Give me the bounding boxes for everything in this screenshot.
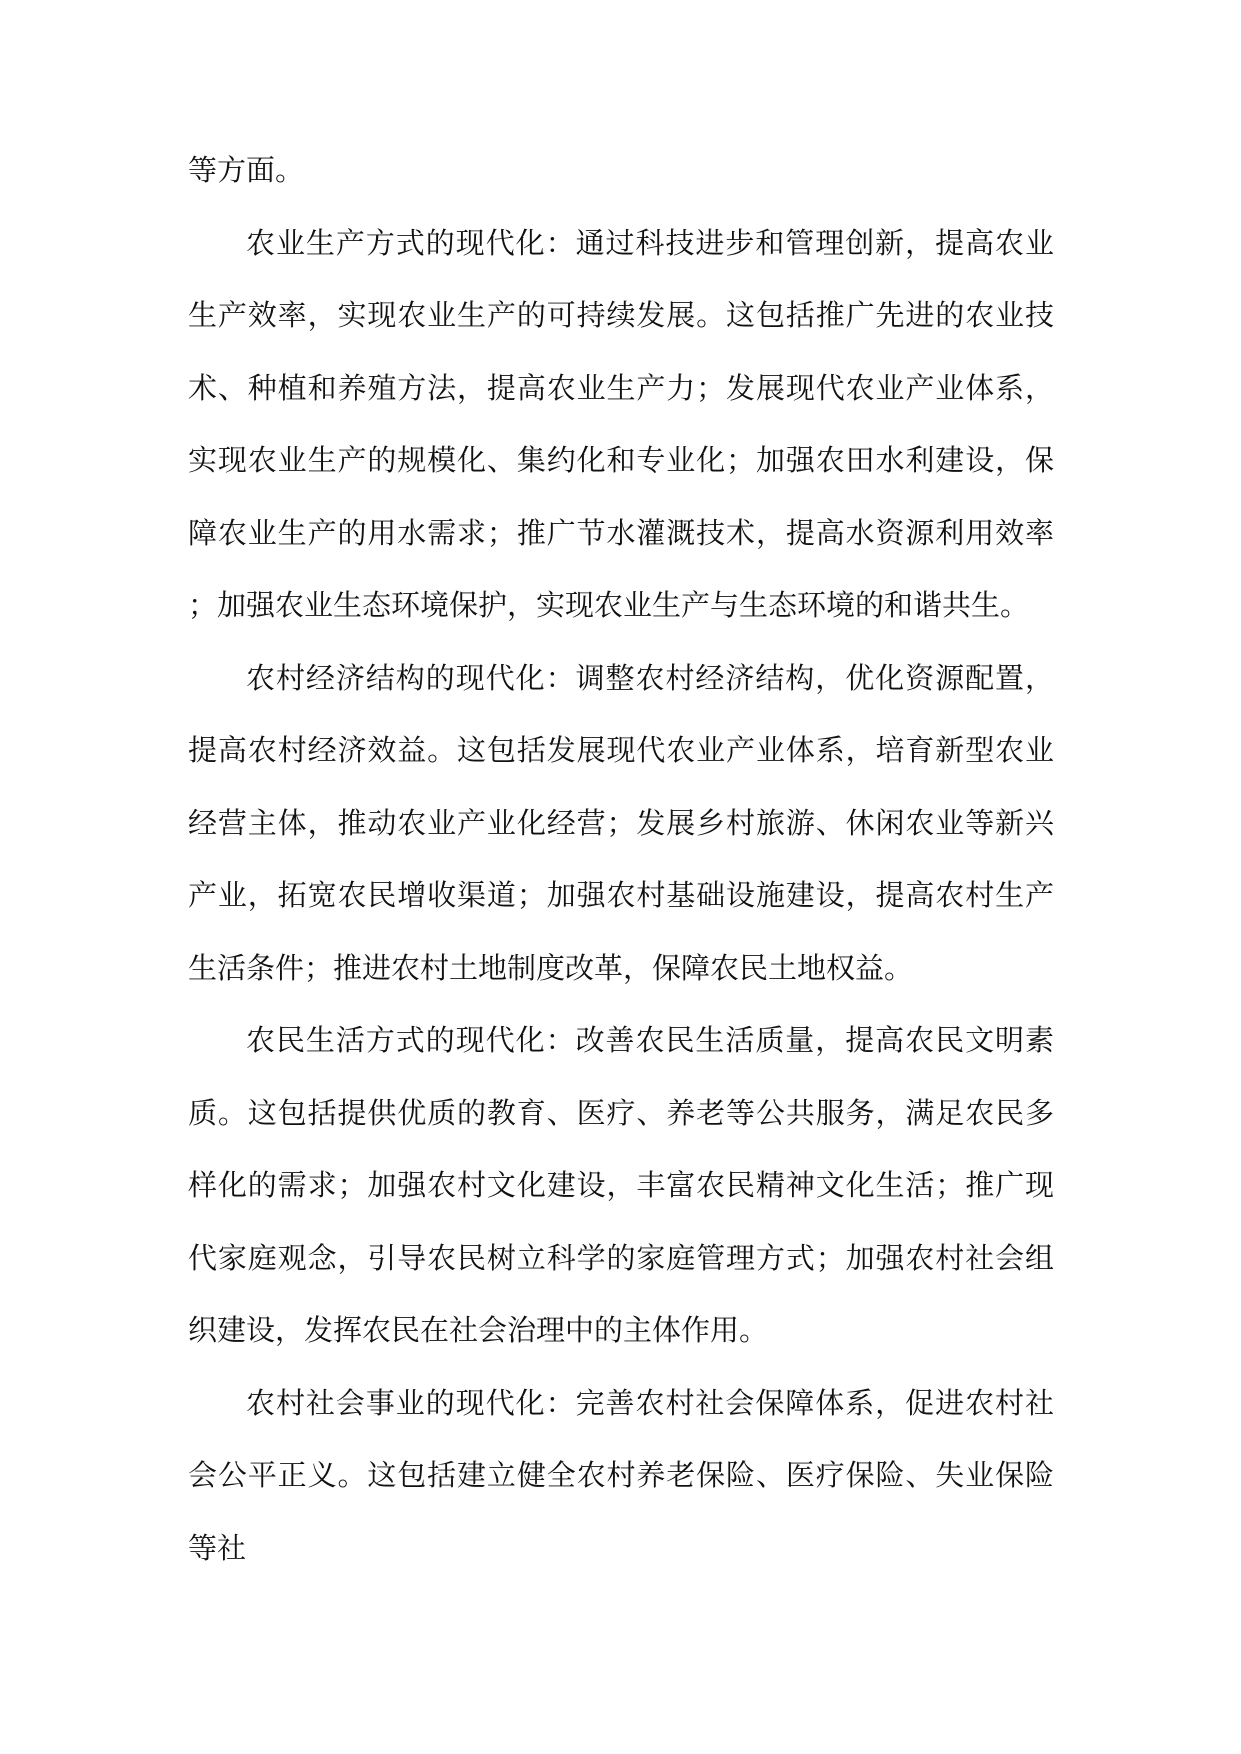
paragraph-farmer-lifestyle: 农民生活方式的现代化：改善农民生活质量，提高农民文明素质。这包括提供优质的教育、医疗、养老等公共服务，满足农民多样化的需求；加强农村文化建设，丰富农民精神文化生活；推广现代家庭观念，引导农民树立科学的家庭管理方式；加强农村社会组织建设，发挥农民在社会治理中的主体作用。 [188, 1023, 1054, 1347]
paragraph-rural-economy: 农村经济结构的现代化：调整农村经济结构，优化资源配置，提高农村经济效益。这包括发展现代农业产业体系，培育新型农业经营主体，推动农业产业化经营；发展乡村旅游、休闲农业等新兴产业，拓宽农民增收渠道；加强农村基础设施建设，提高农村生产生活条件；推进农村土地制度改革，保障农民土地权益。 [188, 660, 1054, 985]
paragraph-continuation: 等方面。 [188, 153, 305, 187]
paragraph-rural-social-affairs: 农村社会事业的现代化：完善农村社会保障体系，促进农村社会公平正义。这包括建立健全农村养老保险、医疗保险、失业保险等社 [188, 1385, 1054, 1565]
body-text [188, 134, 1054, 1584]
paragraph-agricultural-production: 农业生产方式的现代化：通过科技进步和管理创新，提高农业生产效率，实现农业生产的可持续发展。这包括推广先进的农业技术、种植和养殖方法，提高农业生产力；发展现代农业产业体系，实现农业生产的规模化、集约化和专业化；加强农田水利建设，保障农业生产的用水需求；推广节水灌溉技术，提高水资源利用效率；加强农业生态环境保护，实现农业生产与生态环境的和谐共生。 [188, 225, 1054, 622]
